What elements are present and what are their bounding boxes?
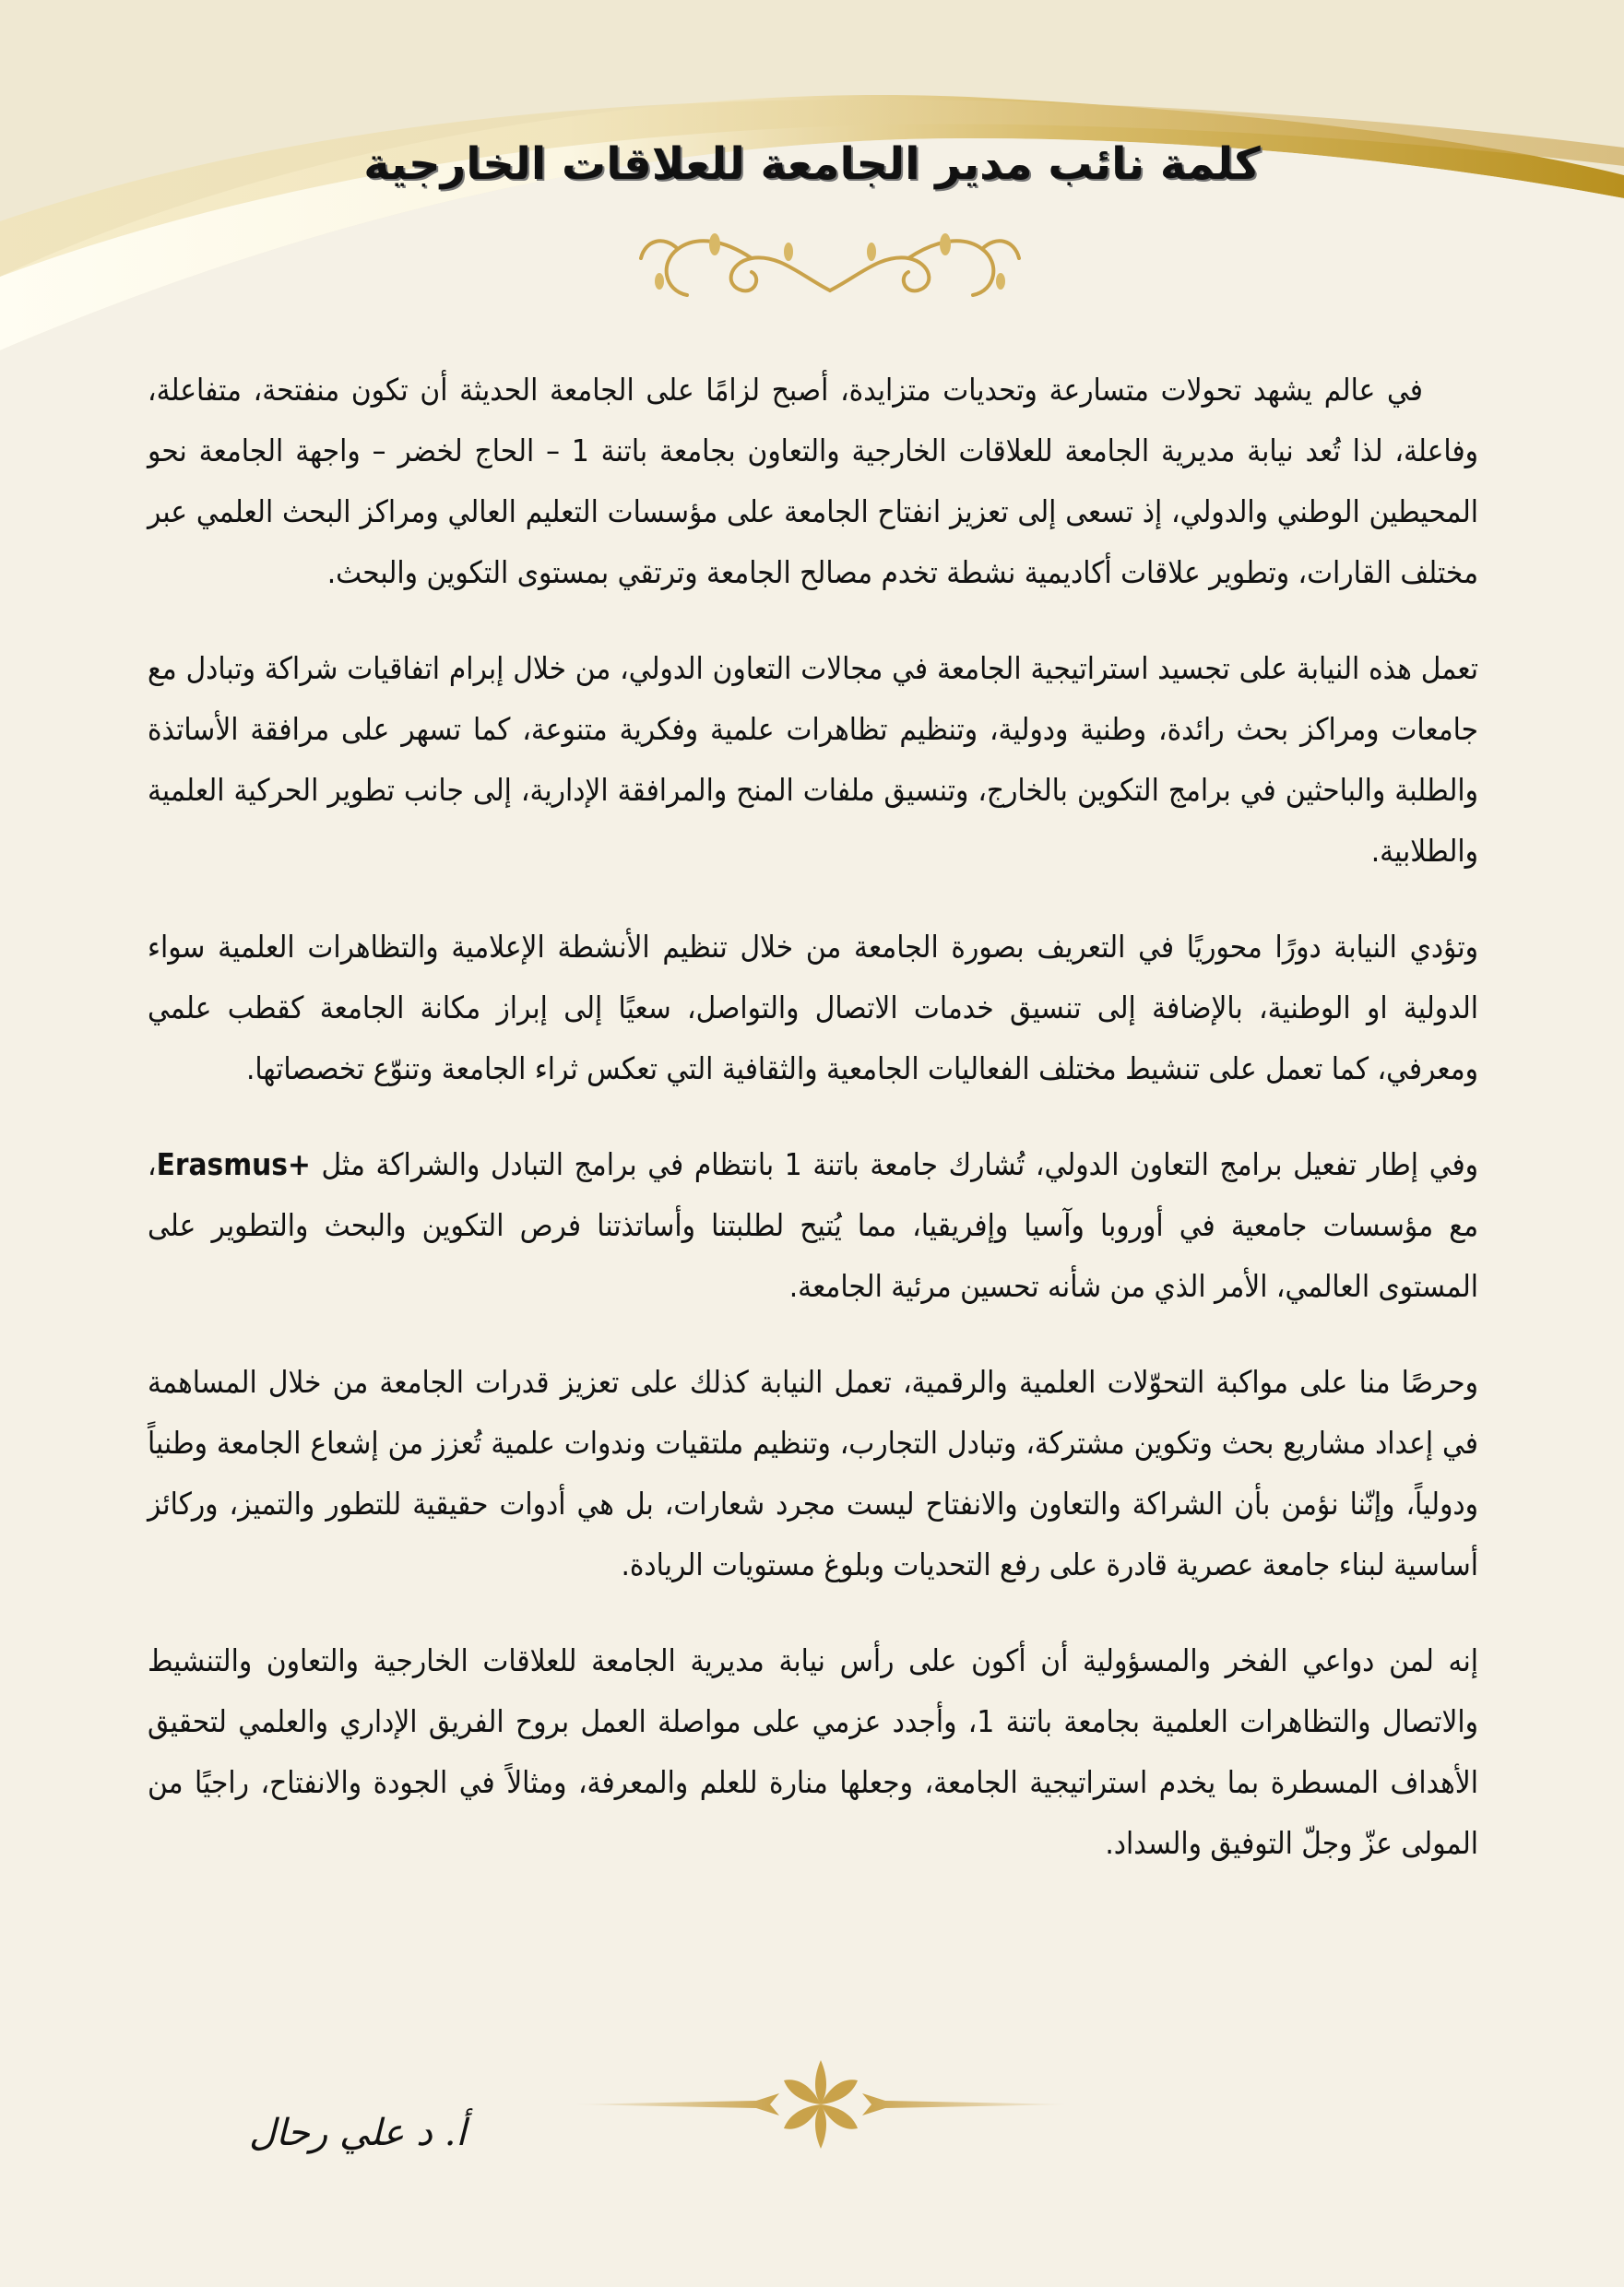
page-title: كلمة نائب مدير الجامعة للعلاقات الخارجية — [363, 138, 1261, 190]
paragraph-communication: وتؤدي النيابة دورًا محوريًا في التعريف بصورة الجامعة من خلال تنظيم الأنشطة الإعلامية والتظاهرات العلمية سواء الدولية او الوطنية، بالإضافة إلى تنسيق خدمات الاتصال والتواصل، سعيًا إلى إبراز مكانة الجامعة كقطب علمي ومعرفي، كما تعمل على تنشيط مختلف الفعاليات الجامعية والثقافية التي تعكس ثراء الجامعة وتنوّع تخصصاتها. — [148, 929, 1478, 1086]
signature: أ. د علي رحال — [249, 2112, 467, 2154]
erasmus-program-name: Erasmus+ — [156, 1146, 311, 1182]
gold-flower-divider-icon — [572, 2056, 1070, 2149]
paragraph-mission: تعمل هذه النيابة على تجسيد استراتيجية الجامعة في مجالات التعاون الدولي، من خلال إبرام اتفاقيات شراكة وتبادل مع جامعات ومراكز بحث رائدة، وطنية ودولية، وتنظيم تظاهرات علمية وفكرية متنوعة، كما تسهر على مرافقة الأساتذة والطلبة والباحثين في برامج التكوين بالخارج، وتنسيق ملفات المنح والمرافقة الإدارية، إلى جانب تطوير الحركية العلمية والطلابية. — [148, 650, 1478, 869]
letter-body — [148, 360, 1478, 1909]
paragraph-text-after: ، مع مؤسسات جامعية في أوروبا وآسيا وإفريقيا، مما يُتيح لطلبتنا وأساتذتنا فرص التكوين والبحث والتطوير على المستوى العالمي، الأمر الذي من شأنه تحسين مرئية الجامعة. — [148, 1146, 1478, 1304]
floral-scroll-ornament-icon — [622, 226, 1037, 309]
paragraph-closing: إنه لمن دواعي الفخر والمسؤولية أن أكون على رأس نيابة مديرية الجامعة للعلاقات الخارجية والتعاون والتنشيط والاتصال والتظاهرات العلمية بجامعة باتنة 1، وأجدد عزمي على مواصلة العمل بروح الفريق الإداري والعلمي لتحقيق الأهداف المسطرة بما يخدم استراتيجية الجامعة، وجعلها منارة للعلم والمعرفة، ومثالاً في الجودة والانفتاح، راجيًا من المولى عزّ وجلّ التوفيق والسداد. — [148, 1642, 1478, 1861]
paragraph-international-programs — [148, 1134, 1478, 1317]
paragraph-intro: في عالم يشهد تحولات متسارعة وتحديات متزايدة، أصبح لزامًا على الجامعة الحديثة أن تكون منفتحة، متفاعلة، وفاعلة، لذا تُعد نيابة مديرية الجامعة للعلاقات الخارجية والتعاون بجامعة باتنة 1 – الحاج لخضر – واجهة الجامعة نحو المحيطين الوطني والدولي، إذ تسعى إلى تعزيز انفتاح الجامعة على مؤسسات التعليم العالي ومراكز البحث العلمي عبر مختلف القارات، وتطوير علاقات أكاديمية نشطة تخدم مصالح الجامعة وترتقي بمستوى التكوين والبحث. — [148, 372, 1479, 590]
paragraph-text-before: وفي إطار تفعيل برامج التعاون الدولي، تُشارك جامعة باتنة 1 بانتظام في برامج التبادل والشراكة مثل — [310, 1146, 1478, 1182]
paragraph-digital-transformation: وحرصًا منا على مواكبة التحوّلات العلمية والرقمية، تعمل النيابة كذلك على تعزيز قدرات الجامعة من خلال المساهمة في إعداد مشاريع بحث وتكوين مشتركة، وتبادل التجارب، وتنظيم ملتقيات وندوات علمية تُعزز من إشعاع الجامعة وطنياً ودولياً، وإنّنا نؤمن بأن الشراكة والتعاون والانفتاح ليست مجرد شعارات، بل هي أدوات حقيقية للتطور والتميز، وركائز أساسية لبناء جامعة عصرية قادرة على رفع التحديات وبلوغ مستويات الريادة. — [148, 1364, 1478, 1582]
